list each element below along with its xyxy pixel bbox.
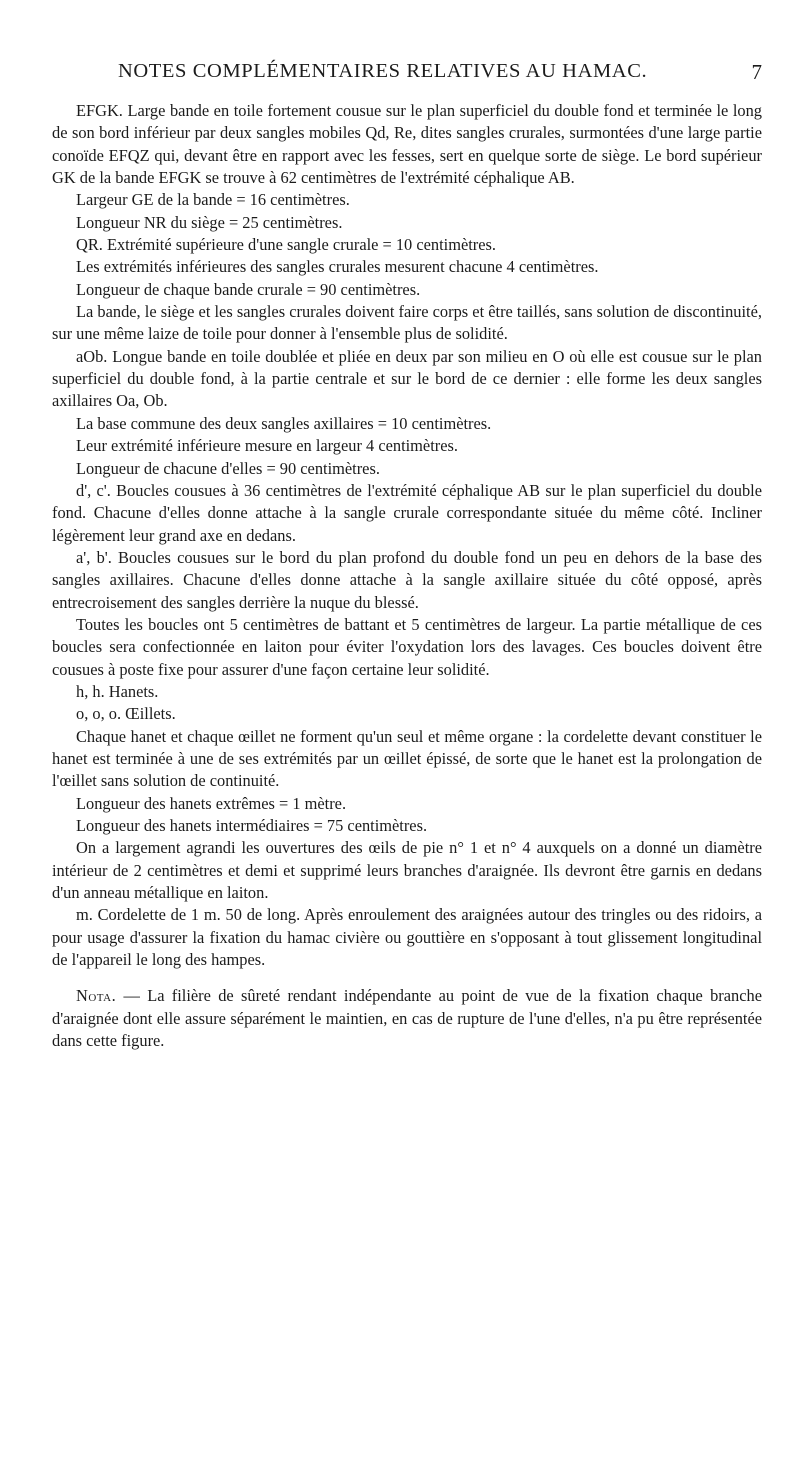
paragraph-boucles-ab: a', b'. Boucles cousues sur le bord du plan profond du double fond un peu en dehors de la base des sangles axillaires. Chacune d'elles donne attache à la sangle axillaire située du côté opposé, après entrecroisement des sangles derrière la nuque du blessé.	[52, 547, 762, 612]
page-header	[52, 60, 762, 96]
paragraph-efgk: EFGK. Large bande en toile fortement cousue sur le plan superficiel du double fond et terminée le long de son bord inférieur par deux sangles mobiles Qd, Re, dites sangles crurales, surmontées d'une large partie conoïde EFQZ qui, devant être en rapport avec les fesses, sert en quelque sorte de siège. Le bord supérieur GK de la bande EFGK se trouve à 62 centimètres de l'extrémité céphalique AB.	[52, 101, 762, 188]
paragraph-hanets-intermediaires: Longueur des hanets intermédiaires = 75 centimètres.	[76, 816, 428, 835]
paragraph-base-commune: La base commune des deux sangles axillaires = 10 centimètres.	[76, 413, 492, 433]
body-text	[52, 100, 762, 1052]
page-number: 7	[751, 60, 762, 84]
paragraph-chaque-hanet: Chaque hanet et chaque œillet ne forment qu'un seul et même organe : la cordelette devant constituer le hanet est terminée à une de ses extrémités par un œillet épissé, de sorte que le hanet est la prolongation de l'œillet sans solution de continuité.	[52, 726, 762, 791]
paragraph-longueur-nr: Longueur NR du siège = 25 centimètres.	[76, 212, 343, 232]
paragraph-extremites-inferieures: Les extrémités inférieures des sangles crurales mesurent chacune 4 centimètres.	[76, 257, 599, 277]
paragraph-aob: aOb. Longue bande en toile doublée et pliée en deux par son milieu en O où elle est cousue sur le plan superficiel du double fond, à la partie centrale et sur le bord de ce dernier : elle forme les deux sangles axillaires Oa, Ob.	[52, 346, 762, 411]
paragraph-cordelette: m. Cordelette de 1 m. 50 de long. Après enroulement des araignées autour des tringles ou des ridoirs, a pour usage d'assurer la fixation du hamac civière ou gouttière en s'opposant à tout glissement longitudinal de l'appareil le long des hampes.	[52, 905, 762, 970]
nota-paragraph	[52, 985, 762, 1052]
nota-text: — La filière de sûreté rendant indépendante au point de vue de la fixation chaque branche d'araignée dont elle assure séparément le maintien, en cas de rupture de l'une d'elles, n'a pu être représentée dans cette figure.	[52, 986, 762, 1051]
paragraph-extremite-inferieure: Leur extrémité inférieure mesure en largeur 4 centimètres.	[76, 436, 458, 456]
paragraph-longueur-sangles: Longueur de chacune d'elles = 90 centimètres.	[76, 458, 380, 478]
paragraph-largeur-ge: Largeur GE de la bande = 16 centimètres.	[76, 190, 350, 210]
paragraph-oeillets: o, o, o. Œillets.	[76, 704, 176, 724]
nota-label: Nota.	[76, 986, 117, 1006]
paragraph-qr: QR. Extrémité supérieure d'une sangle crurale = 10 centimètres.	[76, 235, 496, 255]
paragraph-hanets-extremes: Longueur des hanets extrêmes = 1 mètre.	[76, 793, 347, 813]
paragraph-oeils-de-pie: On a largement agrandi les ouvertures des œils de pie n° 1 et n° 4 auxquels on a donné un diamètre intérieur de 2 centimètres et demi et supprimé leurs branches d'araignée. Ils devront être garnis en dedans d'un anneau métallique en laiton.	[52, 838, 762, 903]
paragraph-corps-solidite: La bande, le siège et les sangles crurales doivent faire corps et être taillés, sans solution de discontinuité, sur une même laize de toile pour donner à l'ensemble plus de solidité.	[52, 302, 762, 344]
running-title: NOTES COMPLÉMENTAIRES RELATIVES AU HAMAC.	[118, 60, 648, 82]
paragraph-hanets: h, h. Hanets.	[76, 681, 159, 701]
paragraph-toutes-boucles: Toutes les boucles ont 5 centimètres de battant et 5 centimètres de largeur. La partie métallique de ces boucles sera confectionnée en laiton pour éviter l'oxydation lors des lavages. Ces boucles doivent être cousues à poste fixe pour assurer d'une façon certaine leur solidité.	[52, 614, 762, 679]
paragraph-boucles-dc: d', c'. Boucles cousues à 36 centimètres de l'extrémité céphalique AB sur le plan superficiel du double fond. Chacune d'elles donne attache à la sangle crurale correspondante située du même côté. Incliner légèrement leur grand axe en dedans.	[52, 480, 762, 545]
paragraph-longueur-bande-crurale: Longueur de chaque bande crurale = 90 centimètres.	[76, 279, 421, 299]
